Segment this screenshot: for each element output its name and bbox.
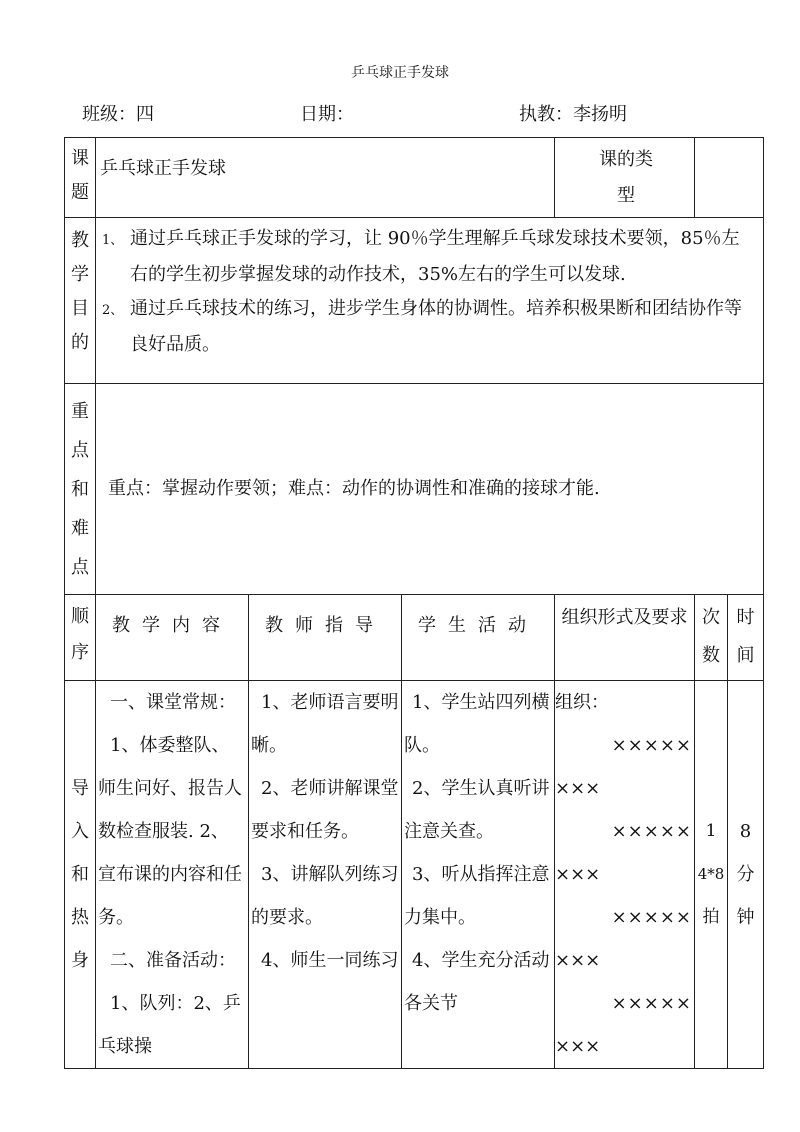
teacher-cell — [249, 681, 401, 982]
warmup-row — [65, 681, 764, 1069]
key-points-value-cell — [96, 384, 764, 595]
student-line-1: 1、学生站四列横队。 — [404, 692, 550, 756]
org-row-8: ××× — [555, 1036, 601, 1057]
objective-num-2: 2、 — [102, 303, 124, 318]
teacher-line-1: 1、老师语言要明晰。 — [251, 692, 399, 756]
plan-header-row — [65, 595, 764, 681]
teacher-line-2: 2、老师讲解课堂要求和任务。 — [251, 778, 399, 842]
teacher-line-4: 4、师生一同练习 — [261, 950, 399, 971]
topic-value: 乒乓球正手发球 — [100, 158, 226, 179]
objective-text-2: 通过乒乓球技术的练习，进步学生身体的协调性。培养积极果断和团结协作等良好品质。 — [130, 298, 742, 355]
document-title: 乒乓球正手发球 — [351, 65, 449, 81]
content-cell — [96, 681, 248, 1068]
org-row-2: ××× — [555, 778, 601, 799]
header-org: 组织形式及要求 — [561, 607, 688, 628]
class-label: 班级：四 — [82, 104, 154, 125]
student-cell — [402, 681, 554, 1025]
section-order: 导入和热身 — [71, 778, 89, 971]
content-line-4: 1、队列：2、乒乓球操 — [98, 993, 241, 1057]
count-cell — [695, 681, 727, 939]
org-row-6: ××× — [555, 950, 601, 971]
org-label: 组织： — [555, 692, 609, 713]
org-row-5: ××××× — [611, 907, 692, 928]
header-content: 教学内容 — [112, 615, 232, 636]
content-line-2: 1、体委整队、师生问好、报告人数检查服装. 2、宣布课的内容和任务。 — [98, 735, 242, 928]
topic-label-cell — [65, 138, 96, 218]
key-points-text: 重点：掌握动作要领；难点：动作的协调性和准确的接球才能. — [108, 478, 600, 499]
key-points-row — [65, 384, 764, 595]
header-student: 学生活动 — [418, 615, 538, 636]
count-line-2: 4*8 — [697, 865, 725, 883]
org-row-4: ××× — [555, 864, 601, 885]
key-points-label: 重点和难点 — [71, 401, 89, 578]
org-row-7: ××××× — [611, 993, 692, 1014]
org-row-1: ××××× — [611, 735, 692, 756]
objective-num-1: 1、 — [102, 233, 124, 248]
header-order: 顺序 — [71, 606, 89, 663]
time-line-3: 钟 — [736, 907, 755, 928]
teacher-label: 执教：李扬明 — [519, 104, 627, 125]
time-line-2: 分 — [736, 864, 755, 885]
objective-text-1: 通过乒乓球正手发球的学习，让 90％学生理解乒乓球发球技术要领，85％左右的学生初步掌握发球的动作技术，35%左右的学生可以发球. — [130, 228, 740, 285]
student-line-2: 2、学生认真听讲注意关查。 — [404, 778, 550, 842]
lesson-plan-table — [64, 137, 764, 1069]
teacher-line-3: 3、讲解队列练习的要求。 — [251, 864, 399, 928]
org-cell — [555, 681, 694, 1068]
objectives-row — [65, 218, 764, 384]
student-line-4: 4、学生充分活动各关节 — [404, 950, 550, 1014]
objectives-label: 教学目的 — [71, 230, 89, 353]
date-label: 日期： — [300, 104, 354, 125]
topic-row — [65, 138, 764, 218]
topic-label: 课题 — [71, 148, 89, 203]
header-count: 次数 — [702, 607, 720, 666]
objectives-value-cell — [96, 218, 764, 384]
content-line-3: 二、准备活动： — [110, 950, 236, 971]
objective-item-1 — [102, 222, 757, 292]
type-label-cell — [555, 138, 695, 218]
header-time: 时间 — [736, 607, 755, 666]
time-cell — [728, 681, 763, 939]
objective-item-2 — [102, 292, 757, 362]
count-line-1: 1 — [705, 821, 717, 841]
org-row-3: ××××× — [611, 821, 692, 842]
time-line-1: 8 — [739, 821, 752, 842]
topic-value-cell — [96, 138, 555, 218]
content-line-1: 一、课堂常规： — [110, 692, 236, 713]
type-label: 课的类型 — [599, 149, 653, 206]
count-line-3: 拍 — [702, 907, 720, 927]
objectives-label-cell — [65, 218, 96, 384]
type-value-cell — [695, 138, 764, 218]
student-line-3: 3、听从指挥注意力集中。 — [404, 864, 550, 928]
key-points-label-cell — [65, 384, 96, 595]
header-teacher: 教师指导 — [265, 615, 385, 636]
